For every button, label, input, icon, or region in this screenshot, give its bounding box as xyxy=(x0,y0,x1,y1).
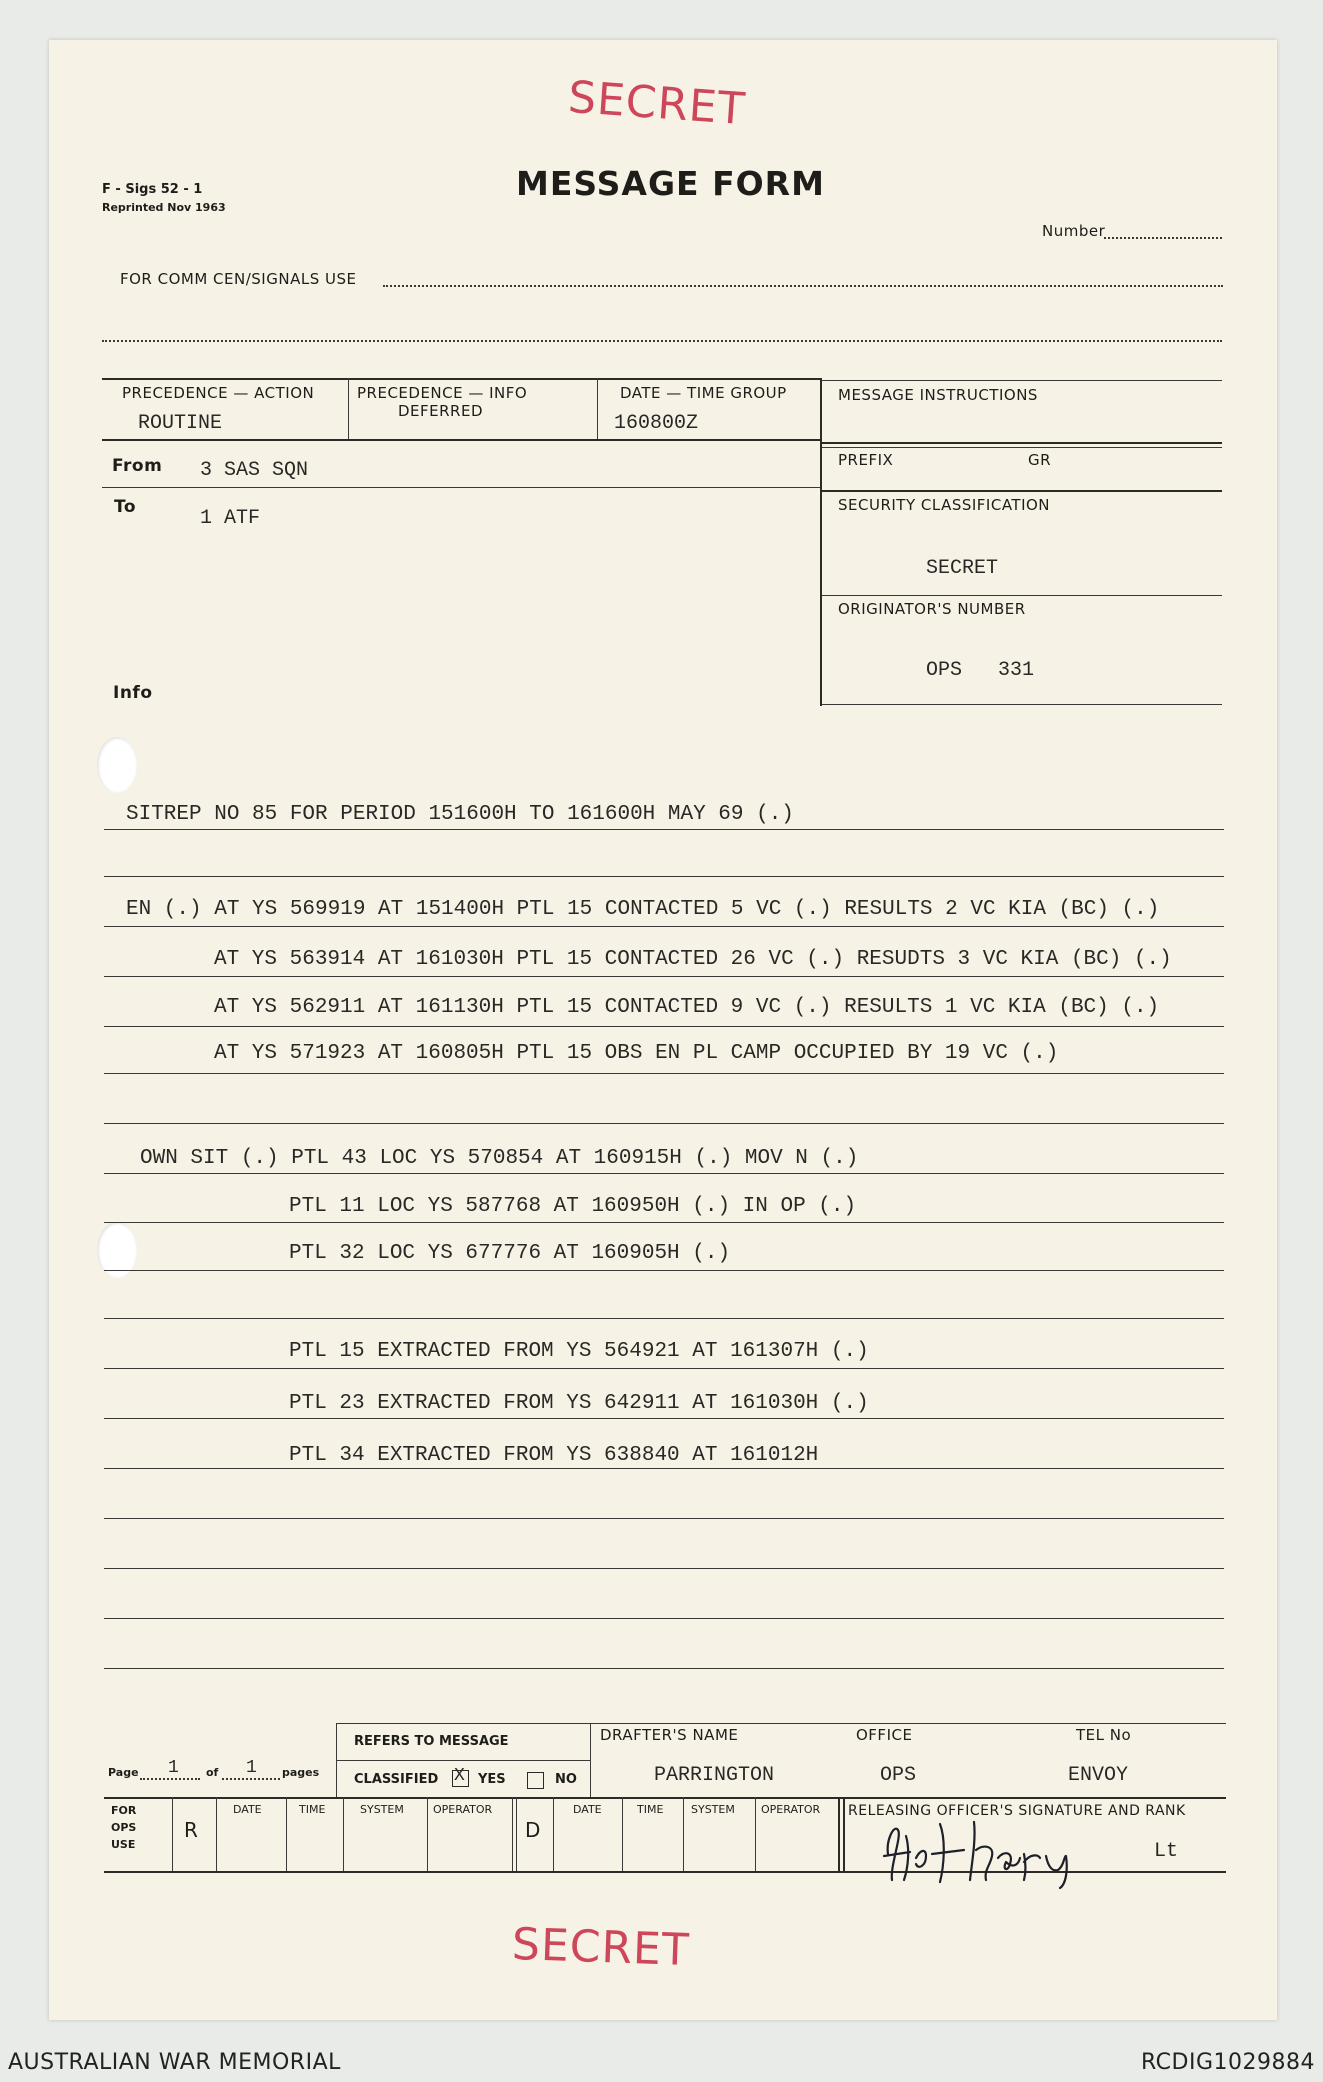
prefix-label: PREFIX xyxy=(838,451,894,469)
body-line: SITREP NO 85 FOR PERIOD 151600H TO 161600H MAY 69 (.) xyxy=(126,803,794,826)
tel-no-label: TEL No xyxy=(1076,1726,1132,1744)
precedence-action-label: PRECEDENCE — ACTION xyxy=(122,384,315,402)
classified-no-checkbox[interactable] xyxy=(527,1772,544,1789)
system-col-label: SYSTEM xyxy=(691,1803,735,1816)
page-dots xyxy=(140,1778,200,1780)
classified-yes-mark: X xyxy=(454,1766,465,1786)
body-line: PTL 15 EXTRACTED FROM YS 564921 AT 161307H (.) xyxy=(289,1340,869,1363)
page-number: 1 xyxy=(168,1758,179,1778)
ops-divider xyxy=(427,1797,428,1871)
drafters-name-value: PARRINGTON xyxy=(654,1764,775,1787)
ops-divider xyxy=(755,1797,756,1871)
body-line: AT YS 563914 AT 161030H PTL 15 CONTACTED 26 VC (.) RESUDTS 3 VC KIA (BC) (.) xyxy=(214,948,1172,971)
date-col-label: DATE xyxy=(233,1803,262,1816)
ruled-line xyxy=(104,1518,1224,1519)
to-label: To xyxy=(114,497,137,517)
page-total: 1 xyxy=(246,1758,257,1778)
officer-signature xyxy=(880,1810,1090,1890)
dtg-label: DATE — TIME GROUP xyxy=(620,384,787,402)
ruled-line xyxy=(104,1318,1224,1319)
comm-cen-line xyxy=(383,285,1223,287)
info-label: Info xyxy=(113,683,153,703)
drafters-name-label: DRAFTER'S NAME xyxy=(600,1726,739,1744)
ruled-line xyxy=(104,1123,1224,1124)
body-line: PTL 11 LOC YS 587768 AT 160950H (.) IN OP (.) xyxy=(289,1195,857,1218)
time-col-label: TIME xyxy=(637,1803,664,1816)
for-ops-use-label: FOR xyxy=(111,1804,137,1817)
form-code: F - Sigs 52 - 1 xyxy=(102,182,203,197)
form-reprinted: Reprinted Nov 1963 xyxy=(102,201,226,214)
grid-divider-main xyxy=(820,378,822,706)
refers-to-message-label: REFERS TO MESSAGE xyxy=(354,1734,509,1749)
comm-cen-label: FOR COMM CEN/SIGNALS USE xyxy=(120,270,357,288)
body-line: OWN SIT (.) PTL 43 LOC YS 570854 AT 160915H (.) MOV N (.) xyxy=(140,1147,859,1170)
ruled-line xyxy=(104,976,1224,977)
to-value: 1 ATF xyxy=(200,507,261,530)
grid-line-prefix-top-2 xyxy=(822,447,1222,448)
ruled-line xyxy=(104,926,1224,927)
ops-divider xyxy=(683,1797,684,1871)
operator-col-label: OPERATOR xyxy=(433,1803,493,1816)
body-line: AT YS 562911 AT 161130H PTL 15 CONTACTED 9 VC (.) RESULTS 1 VC KIA (BC) (.) xyxy=(214,996,1160,1019)
security-classification-value: SECRET xyxy=(926,557,999,580)
ruled-line xyxy=(104,1668,1224,1669)
grid-divider-2 xyxy=(597,378,598,440)
body-line: PTL 32 LOC YS 677776 AT 160905H (.) xyxy=(289,1242,731,1265)
ops-divider-main-2 xyxy=(843,1797,845,1871)
secret-stamp-bottom: SECRET xyxy=(511,1918,691,1977)
office-value: OPS xyxy=(880,1764,917,1787)
from-value: 3 SAS SQN xyxy=(200,459,309,482)
from-label: From xyxy=(112,456,163,476)
number-label: Number xyxy=(1042,222,1106,240)
rank-value: Lt xyxy=(1154,1840,1179,1863)
ops-divider-main xyxy=(838,1797,840,1871)
footer-source: AUSTRALIAN WAR MEMORIAL xyxy=(8,2050,341,2075)
grid-line-originator xyxy=(822,704,1222,705)
precedence-info-label: PRECEDENCE — INFO xyxy=(357,384,528,402)
ops-divider xyxy=(622,1797,623,1871)
ruled-line xyxy=(104,829,1224,830)
gr-label: GR xyxy=(1028,451,1052,469)
page-dots xyxy=(222,1778,280,1780)
grid-divider-1 xyxy=(348,378,349,440)
time-col-label: TIME xyxy=(299,1803,326,1816)
ruled-line xyxy=(104,1418,1224,1419)
ruled-line xyxy=(104,1222,1224,1223)
refers-divider xyxy=(336,1760,590,1761)
date-col-label: DATE xyxy=(573,1803,602,1816)
office-label: OFFICE xyxy=(856,1726,913,1744)
r-label: R xyxy=(184,1818,199,1842)
d-label: D xyxy=(525,1818,541,1842)
grid-top-line-right xyxy=(822,380,1222,381)
ops-divider xyxy=(512,1797,513,1871)
ops-use-top-line xyxy=(104,1797,1226,1799)
body-line: PTL 23 EXTRACTED FROM YS 642911 AT 161030H (.) xyxy=(289,1392,869,1415)
ruled-line xyxy=(104,1270,1224,1271)
punch-hole-top xyxy=(97,737,137,793)
ruled-line xyxy=(104,1368,1224,1369)
grid-line-row1 xyxy=(102,439,820,441)
page-label: Page xyxy=(108,1766,139,1779)
no-label: NO xyxy=(555,1772,577,1787)
ops-divider xyxy=(172,1797,173,1871)
originators-number-value: OPS 331 xyxy=(926,659,1035,682)
classified-label: CLASSIFIED xyxy=(354,1772,439,1787)
body-line: EN (.) AT YS 569919 AT 151400H PTL 15 CONTACTED 5 VC (.) RESULTS 2 VC KIA (BC) (.) xyxy=(126,898,1160,921)
ops-divider xyxy=(343,1797,344,1871)
operator-col-label: OPERATOR xyxy=(761,1803,821,1816)
ruled-line xyxy=(104,876,1224,877)
grid-line-prefix-bottom xyxy=(822,490,1222,492)
tel-no-value: ENVOY xyxy=(1068,1764,1129,1787)
grid-line-security xyxy=(822,595,1222,596)
system-col-label: SYSTEM xyxy=(360,1803,404,1816)
for-ops-use-label: USE xyxy=(111,1838,136,1851)
bottom-divider-2 xyxy=(590,1723,591,1797)
grid-line-prefix-top xyxy=(822,442,1222,444)
footer-id: RCDIG1029884 xyxy=(1140,2050,1315,2075)
ruled-line xyxy=(104,1468,1224,1469)
body-line: PTL 34 EXTRACTED FROM YS 638840 AT 161012H xyxy=(289,1444,819,1467)
body-line: AT YS 571923 AT 160805H PTL 15 OBS EN PL CAMP OCCUPIED BY 19 VC (.) xyxy=(214,1042,1059,1065)
form-title: MESSAGE FORM xyxy=(516,164,825,203)
ops-divider xyxy=(516,1797,517,1871)
comm-cen-line-2 xyxy=(102,340,1222,342)
ruled-line xyxy=(104,1568,1224,1569)
ruled-line xyxy=(104,1073,1224,1074)
ops-divider xyxy=(286,1797,287,1871)
of-label: of xyxy=(206,1766,219,1779)
ruled-line xyxy=(104,1618,1224,1619)
for-ops-use-label: OPS xyxy=(111,1821,137,1834)
ruled-line xyxy=(104,1026,1224,1027)
precedence-info-value: DEFERRED xyxy=(398,402,484,420)
pages-label: pages xyxy=(282,1766,320,1779)
number-line xyxy=(1104,237,1222,239)
ops-divider xyxy=(553,1797,554,1871)
secret-stamp-top: SECRET xyxy=(566,71,748,136)
ops-divider xyxy=(216,1797,217,1871)
grid-top-line xyxy=(102,378,822,380)
bottom-top-line xyxy=(336,1723,1226,1724)
yes-label: YES xyxy=(478,1772,506,1787)
dtg-value: 160800Z xyxy=(614,412,699,435)
precedence-action-value: ROUTINE xyxy=(138,412,223,435)
grid-line-from xyxy=(102,487,820,488)
ruled-line xyxy=(104,1173,1224,1174)
originators-number-label: ORIGINATOR'S NUMBER xyxy=(838,600,1026,618)
releasing-officer-label: RELEASING OFFICER'S SIGNATURE AND RANK xyxy=(848,1803,1186,1819)
security-classification-label: SECURITY CLASSIFICATION xyxy=(838,496,1051,514)
message-instructions-label: MESSAGE INSTRUCTIONS xyxy=(838,386,1038,404)
